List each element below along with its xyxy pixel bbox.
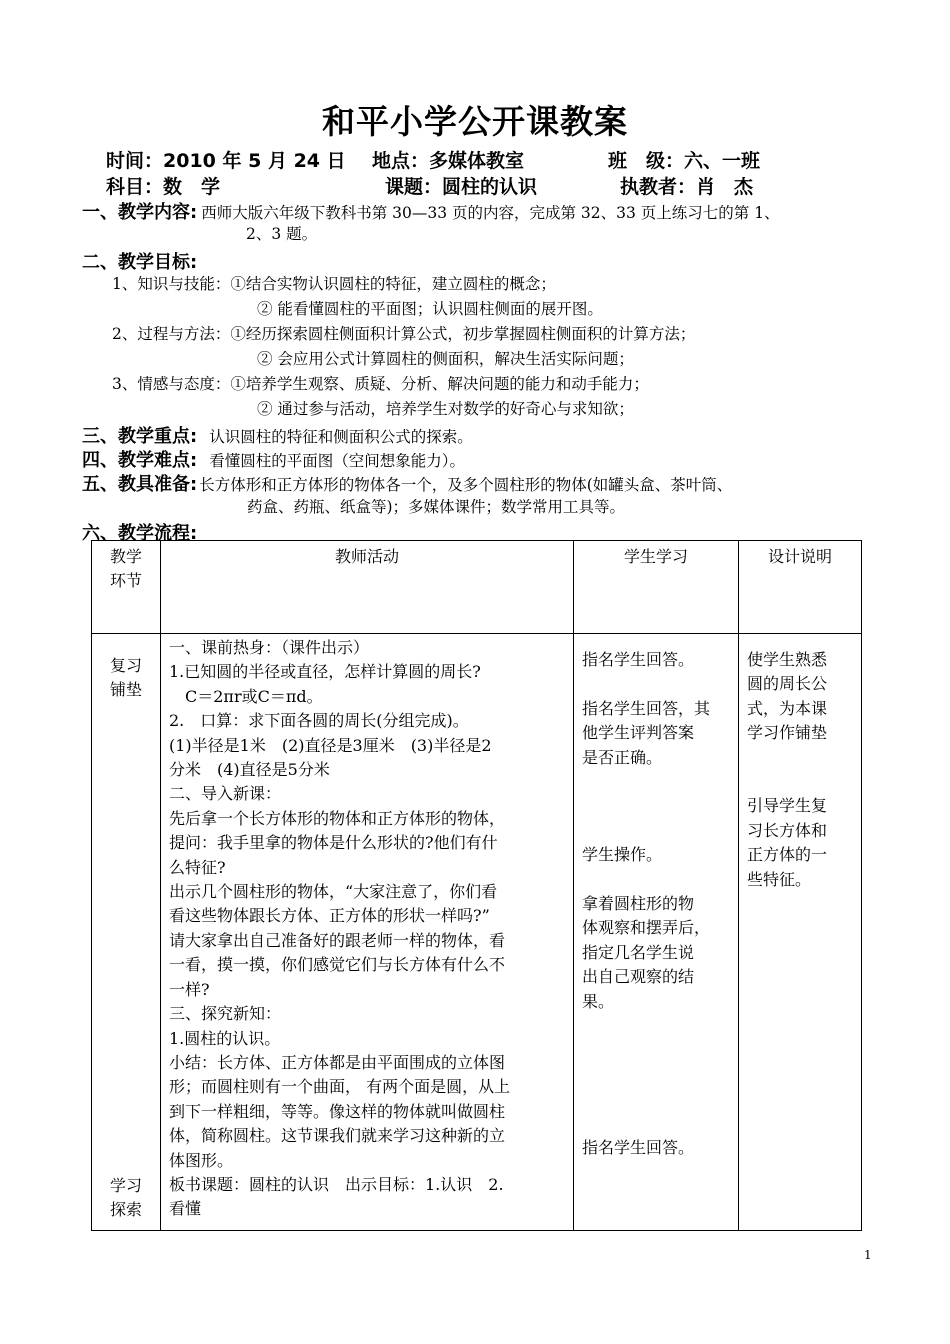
subject-value: 数 学: [163, 176, 221, 198]
teacher-line: 分米 (4)直径是5分米: [169, 760, 330, 780]
topic-value: 圆柱的认识: [442, 176, 538, 198]
student-note: 是否正确。: [582, 747, 663, 767]
design-note: 引导学生复: [747, 796, 828, 816]
section-content: [82, 198, 780, 224]
design-notes-cell: [739, 634, 862, 1231]
place-label: 地点：: [372, 150, 430, 172]
header-student-learning: 学生学习: [574, 541, 739, 634]
teacher-line: 2. 口算：求下面各圆的周长(分组完成)。: [169, 711, 469, 731]
teacher-line: 请大家拿出自己准备好的跟老师一样的物体，看: [169, 930, 506, 950]
teacher-line: 到下一样粗细，等等。像这样的物体就叫做圆柱: [169, 1101, 506, 1121]
section-text: 药盒、药瓶、纸盒等)；多媒体课件；数学常用工具等。: [247, 498, 626, 516]
stage-cell: [92, 634, 161, 1231]
student-note: 指名学生回答，其: [582, 698, 711, 718]
section-text: 认识圆柱的特征和侧面积公式的探索。: [209, 428, 473, 446]
design-note: 正方体的一: [747, 845, 828, 865]
teacher-line: 么特征?: [169, 857, 226, 877]
design-note: 些特征。: [747, 869, 812, 889]
stage-review-label: 复习: [109, 656, 142, 675]
teacher-line: C＝2πr或C＝πd。: [169, 686, 323, 706]
student-learning-cell: [574, 634, 739, 1231]
page-number: 1: [864, 1248, 872, 1262]
teacher-line: 一看，摸一摸，你们感觉它们与长方体有什么不: [169, 955, 506, 975]
design-note: 使学生熟悉: [747, 650, 828, 669]
student-note: 拿着圆柱形的物: [582, 893, 695, 913]
goal-line: 1、知识与技能：①结合实物认识圆柱的特征，建立圆柱的概念；: [112, 275, 556, 293]
student-note: 他学生评判答案: [582, 723, 695, 743]
page-title: 和平小学公开课教案: [322, 102, 628, 141]
lesson-flow-table: [91, 540, 862, 1231]
subject-field: [106, 172, 220, 199]
header-teacher-activity: 教师活动: [161, 541, 574, 634]
student-note: 指名学生回答。: [582, 1137, 695, 1157]
section-heading: 六、教学流程:: [82, 523, 198, 544]
section-heading: 三、教学重点:: [82, 426, 198, 447]
teacher-field: [620, 172, 753, 199]
teacher-activity-cell: [161, 634, 574, 1231]
teacher-line: 1.已知圆的半径或直径，怎样计算圆的周长?: [169, 662, 481, 682]
section-text: 西师大版六年级下教科书第 30—33 页的内容，完成第 32、33 页上练习七的第 1、: [201, 204, 780, 222]
teacher-line: 小结：长方体、正方体都是由平面围成的立体图: [169, 1052, 506, 1072]
section-difficulty: [82, 446, 465, 472]
teacher-line: 出示几个圆柱形的物体，“大家注意了，你们看: [169, 882, 498, 902]
goal-line: ② 能看懂圆柱的平面图；认识圆柱侧面的展开图。: [257, 300, 603, 318]
student-note: 果。: [582, 991, 615, 1011]
goal-line: 3、情感与态度：①培养学生观察、质疑、分析、解决问题的能力和动手能力；: [112, 375, 649, 393]
teacher-line: 板书课题：圆柱的认识 出示目标：1.认识 2.: [169, 1174, 504, 1194]
student-note: 指定几名学生说: [582, 942, 695, 962]
section-tools: [82, 470, 732, 496]
teacher-line: 看这些物体跟长方体、正方体的形状一样吗?”: [169, 906, 490, 926]
section-keypoint: [82, 422, 473, 448]
header-design-notes: 设计说明: [739, 541, 862, 634]
stage-explore-label: 学习: [109, 1176, 142, 1195]
topic-field: [385, 172, 537, 199]
class-field: [608, 146, 760, 173]
teacher-line: 看懂: [169, 1199, 202, 1219]
section-text: 2、3 题。: [246, 225, 318, 243]
goal-line: ② 会应用公式计算圆柱的侧面积，解决生活实际问题；: [257, 350, 634, 368]
design-note: 习长方体和: [747, 820, 828, 840]
stage-explore-label: 探索: [109, 1200, 142, 1220]
section-heading: 一、教学内容:: [82, 202, 198, 223]
topic-label: 课题：: [385, 176, 443, 198]
time-label: 时间：: [106, 150, 164, 172]
section-text: 看懂圆柱的平面图（空间想象能力）。: [209, 452, 465, 470]
place-value: 多媒体教室: [429, 150, 525, 172]
section-heading: 二、教学目标:: [82, 252, 198, 273]
goal-line: ② 通过参与活动，培养学生对数学的好奇心与求知欲；: [257, 400, 634, 418]
teacher-label: 执教者：: [620, 176, 697, 198]
teacher-line: 体，简称圆柱。这节课我们就来学习这种新的立: [169, 1126, 506, 1146]
class-value: 六、一班: [684, 150, 761, 172]
section-text: 长方体形和正方体形的物体各一个，及多个圆柱形的物体(如罐头盒、茶叶筒、: [199, 476, 733, 494]
design-note: 式，为本课: [747, 698, 828, 718]
table-row: [92, 634, 862, 1231]
teacher-line: 提问：我手里拿的物体是什么形状的?他们有什: [169, 833, 498, 853]
goal-line: 2、过程与方法：①经历探索圆柱侧面积计算公式，初步掌握圆柱侧面积的计算方法；: [112, 325, 696, 343]
section-heading: 五、教具准备:: [82, 474, 198, 495]
subject-label: 科目：: [106, 176, 164, 198]
student-note: 体观察和摆弄后，: [582, 918, 711, 938]
teacher-line: 1.圆柱的认识。: [169, 1028, 281, 1048]
teacher-line: (1)半径是1米 (2)直径是3厘米 (3)半径是2: [169, 735, 492, 755]
student-note: 指名学生回答。: [582, 650, 695, 669]
place-field: [372, 146, 524, 173]
table-header-row: [92, 541, 862, 634]
student-note: 出自己观察的结: [582, 967, 695, 987]
time-field: [106, 146, 346, 173]
design-note: 学习作铺垫: [747, 723, 828, 743]
student-note: 学生操作。: [582, 845, 663, 865]
teacher-line: 一、课前热身：（课件出示）: [169, 638, 370, 657]
design-note: 圆的周长公: [747, 674, 828, 694]
teacher-line: 二、导入新课：: [169, 784, 282, 804]
header-stage: 教学 环节: [92, 541, 161, 634]
section-heading: 四、教学难点:: [82, 450, 198, 471]
teacher-line: 形；而圆柱则有一个曲面， 有两个面是圆，从上: [169, 1077, 511, 1097]
time-value: 2010 年 5 月 24 日: [163, 150, 346, 172]
teacher-line: 三、探究新知：: [169, 1004, 282, 1024]
stage-review-label: 铺垫: [109, 680, 142, 700]
teacher-line: 一样?: [169, 979, 210, 999]
teacher-line: 先后拿一个长方体形的物体和正方体形的物体，: [169, 808, 506, 828]
teacher-line: 体图形。: [169, 1150, 234, 1170]
class-label: 班 级：: [608, 150, 685, 172]
teacher-value: 肖 杰: [696, 176, 754, 198]
